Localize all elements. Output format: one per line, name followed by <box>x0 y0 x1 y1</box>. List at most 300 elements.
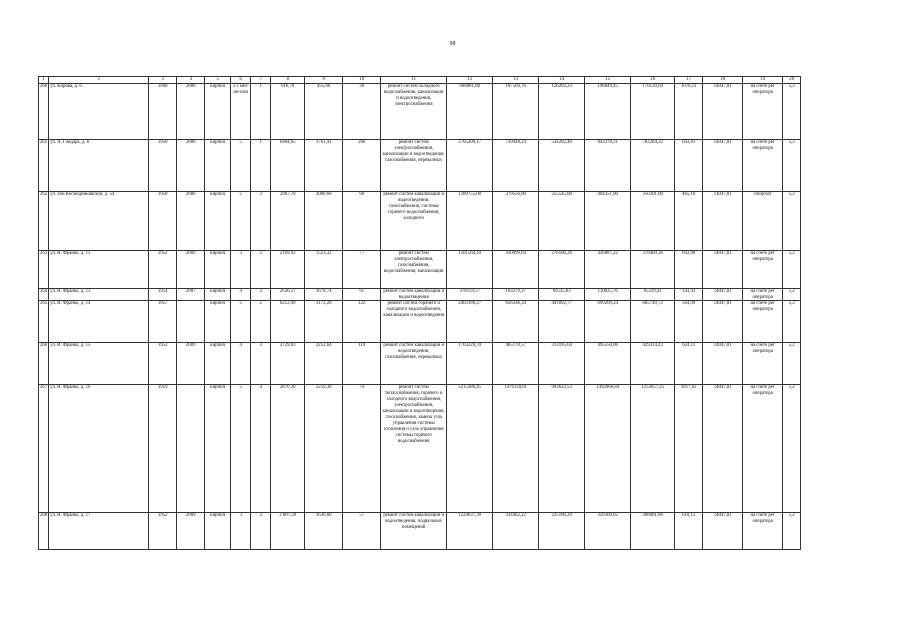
works-description-cell <box>381 289 447 301</box>
floors-cell-text: 3 <box>239 251 242 256</box>
cost-per-m2-cell <box>675 301 703 343</box>
row-number-text: 262 <box>40 192 48 197</box>
works-description-cell-text: ремонт систем канализации и водоотведения, газоснабжения, перевалных <box>383 343 445 360</box>
local-cost-cell-text: 110025,76 <box>597 289 618 294</box>
living-area-cell-text: 2259,30 <box>315 385 332 390</box>
table-row <box>39 140 801 192</box>
owners-cost-cell-text: 95319,41 <box>643 289 662 294</box>
owners-cost-cell-text: 782284,32 <box>642 140 663 145</box>
cost-limit-cell <box>703 251 743 289</box>
wall-material-cell-text: кирпич <box>210 140 226 145</box>
region-cost-cell <box>539 343 585 385</box>
fund-method-cell-text: на счете рег оператора <box>750 140 775 151</box>
year-built-cell-text: 1952 <box>157 251 168 256</box>
row-number <box>39 140 49 192</box>
year-overhaul-cell <box>177 301 205 343</box>
fund-cost-cell <box>493 343 539 385</box>
works-description-cell-text: ремонт систем горячего и холодного водоснабжения, канализации и водоотведения <box>383 301 445 318</box>
local-cost-cell-text: 404351,00 <box>597 192 618 197</box>
cost-per-m2-cell <box>675 140 703 192</box>
residents-cell <box>343 301 381 343</box>
wall-material-cell <box>205 343 231 385</box>
local-cost-cell-text: 196849,45 <box>597 84 618 89</box>
living-area-cell <box>305 513 343 550</box>
region-cost-cell-text: 126202,23 <box>551 84 572 89</box>
total-area-cell-text: 6484,65 <box>279 140 296 145</box>
total-cost-cell-text: 2403188,27 <box>458 301 482 306</box>
address-cell-text: ул. И. Франко, д. 17 <box>50 513 91 518</box>
owners-cost-cell-text: 308681,86 <box>642 513 663 518</box>
housing-registry-table <box>38 76 801 550</box>
total-area-cell-text: 2967,70 <box>279 192 296 197</box>
cost-limit-cell <box>703 301 743 343</box>
cost-per-m2-cell <box>675 343 703 385</box>
floors-cell <box>231 251 251 289</box>
wall-material-cell-text: кирпич <box>210 251 226 256</box>
entrances-cell-text: 2 <box>259 289 262 294</box>
entrances-cell <box>251 301 271 343</box>
column-20-cell-text: 5,2 <box>788 343 795 348</box>
column-20-cell-text: 5,2 <box>788 289 795 294</box>
living-area-cell-text: 1678,74 <box>315 289 332 294</box>
year-built-cell-text: 1940 <box>157 84 168 89</box>
address-cell <box>49 289 149 301</box>
region-cost-cell-text: 225180,20 <box>551 513 572 518</box>
year-overhaul-cell-text: 2007 <box>185 289 196 294</box>
local-cost-cell <box>585 192 631 251</box>
entrances-cell-text: 1 <box>259 140 262 145</box>
year-overhaul-cell-text: 2009 <box>185 84 196 89</box>
column-number-19: 19 <box>743 77 783 84</box>
column-number-4: 4 <box>177 77 205 84</box>
residents-cell <box>343 385 381 513</box>
total-cost-cell-text: 1389755,00 <box>458 192 482 197</box>
region-cost-cell-text: 255545,00 <box>551 192 572 197</box>
owners-cost-cell <box>631 251 675 289</box>
column-number-18: 18 <box>703 77 743 84</box>
works-description-cell-text: ремонт систем канализации и водоотведения, подвальных помещений <box>383 513 445 530</box>
residents-cell <box>343 84 381 140</box>
floors-cell <box>231 513 251 550</box>
column-20-cell <box>783 301 801 343</box>
living-area-cell <box>305 140 343 192</box>
region-cost-cell <box>539 140 585 192</box>
cost-per-m2-cell-text: 692,00 <box>682 251 696 256</box>
floors-cell-text: 5 <box>239 192 242 197</box>
year-overhaul-cell <box>177 192 205 251</box>
total-cost-cell <box>447 140 493 192</box>
cost-limit-cell <box>703 385 743 513</box>
fund-method-cell <box>743 513 783 550</box>
column-20-cell <box>783 140 801 192</box>
total-area-cell-text: 6253,49 <box>279 301 296 306</box>
fund-method-cell <box>743 289 783 301</box>
address-cell <box>49 513 149 550</box>
year-built-cell <box>149 343 177 385</box>
wall-material-cell <box>205 84 231 140</box>
address-cell-text: ул. А. Гайдара, д. 6 <box>50 140 90 145</box>
owners-cost-cell <box>631 192 675 251</box>
fund-method-cell-text: на счете рег оператора <box>750 84 775 95</box>
wall-material-cell-text: кирпич <box>210 343 226 348</box>
cost-per-m2-cell <box>675 289 703 301</box>
owners-cost-cell-text: 605749,72 <box>642 301 663 306</box>
year-built-cell-text: 1952 <box>157 513 168 518</box>
column-number-3: 3 <box>149 77 177 84</box>
floors-cell <box>231 192 251 251</box>
table-row <box>39 343 801 385</box>
living-area-cell-text: 1636,60 <box>315 513 332 518</box>
year-built-cell <box>149 289 177 301</box>
year-built-cell-text: 1952 <box>157 343 168 348</box>
local-cost-cell <box>585 513 631 550</box>
entrances-cell <box>251 385 271 513</box>
floors-cell <box>231 301 251 343</box>
living-area-cell-text: 3172,20 <box>315 301 332 306</box>
column-number-15: 15 <box>585 77 631 84</box>
column-number-20: 20 <box>783 77 801 84</box>
fund-cost-cell-text: 656336,34 <box>505 301 526 306</box>
residents-cell-text: 77 <box>359 251 365 256</box>
total-area-cell-text: 616,70 <box>281 84 295 89</box>
row-number-text: 263 <box>40 251 48 256</box>
living-area-cell <box>305 301 343 343</box>
residents-cell <box>343 289 381 301</box>
cost-limit-cell-text: 14047,81 <box>713 343 732 348</box>
local-cost-cell <box>585 289 631 301</box>
cost-per-m2-cell <box>675 385 703 513</box>
living-area-cell <box>305 343 343 385</box>
wall-material-cell-text: кирпич <box>210 513 226 518</box>
fund-cost-cell <box>493 513 539 550</box>
total-cost-cell-text: 1224637,30 <box>458 513 482 518</box>
local-cost-cell <box>585 84 631 140</box>
total-cost-cell <box>447 192 493 251</box>
wall-material-cell <box>205 140 231 192</box>
address-cell <box>49 84 149 140</box>
column-number-5: 5 <box>205 77 231 84</box>
year-built-cell-text: 1957 <box>157 301 168 306</box>
total-cost-cell-text: 1501564,10 <box>458 251 482 256</box>
cost-limit-cell-text: 14047,81 <box>713 289 732 294</box>
residents-cell <box>343 140 381 192</box>
fund-method-cell <box>743 301 783 343</box>
works-description-cell-text: ремонт систем канализации и водоотведения, газоснабжения, системы горячего водоснабжения, холодного <box>383 192 445 221</box>
works-description-cell <box>381 140 447 192</box>
column-20-cell-text: 5,2 <box>788 84 795 89</box>
wall-material-cell-text: кирпич <box>210 301 226 306</box>
cost-per-m2-cell-text: 624,11 <box>682 343 696 348</box>
region-cost-cell <box>539 301 585 343</box>
region-cost-cell <box>539 192 585 251</box>
row-number <box>39 84 49 140</box>
column-number-17: 17 <box>675 77 703 84</box>
column-20-cell-text: 5,2 <box>788 513 795 518</box>
address-cell-text: ул. Кирова, д. 6 <box>50 84 82 89</box>
table-row <box>39 251 801 289</box>
cost-limit-cell <box>703 140 743 192</box>
entrances-cell <box>251 140 271 192</box>
column-20-cell <box>783 385 801 513</box>
entrances-cell <box>251 343 271 385</box>
table-row <box>39 513 801 550</box>
total-area-cell <box>271 140 305 192</box>
owners-cost-cell <box>631 140 675 192</box>
residents-cell <box>343 251 381 289</box>
works-description-cell <box>381 385 447 513</box>
works-description-cell <box>381 343 447 385</box>
row-number <box>39 385 49 513</box>
cost-per-m2-cell-text: 465,16 <box>682 192 696 197</box>
fund-cost-cell-text: 379556,00 <box>505 192 526 197</box>
local-cost-cell-text: 699209,24 <box>597 301 618 306</box>
owners-cost-cell-text: 350301,00 <box>642 192 663 197</box>
wall-material-cell-text: кирпич <box>210 84 226 89</box>
floors-cell-text: 4 <box>239 289 242 294</box>
floors-cell-text: 5 <box>239 385 242 390</box>
total-area-cell-text: 2169,92 <box>279 251 296 256</box>
column-20-cell <box>783 343 801 385</box>
local-cost-cell <box>585 343 631 385</box>
total-area-cell <box>271 301 305 343</box>
fund-cost-cell <box>493 192 539 251</box>
cost-limit-cell-text: 14047,81 <box>713 192 732 197</box>
address-cell-text: ул. И. Франко, д. 13 <box>50 289 91 294</box>
total-area-cell <box>271 192 305 251</box>
works-description-cell <box>381 513 447 550</box>
column-number-6: 6 <box>231 77 251 84</box>
year-built-cell-text: 1954 <box>157 289 168 294</box>
region-cost-cell-text: 69535,03 <box>552 289 571 294</box>
fund-method-cell <box>743 251 783 289</box>
region-cost-cell <box>539 84 585 140</box>
table-row <box>39 301 801 343</box>
column-number-12: 12 <box>447 77 493 84</box>
year-overhaul-cell <box>177 385 205 513</box>
year-overhaul-cell-text: 2009 <box>185 343 196 348</box>
fund-method-cell <box>743 84 783 140</box>
total-area-cell <box>271 513 305 550</box>
address-cell-text: ул. И. Франко, д. 16 <box>50 385 91 390</box>
row-number <box>39 251 49 289</box>
living-area-cell-text: 2252,64 <box>315 343 332 348</box>
row-number-text: 265 <box>40 301 48 306</box>
cost-limit-cell-text: 14047,81 <box>713 301 732 306</box>
works-description-cell-text: ремонт систем канализации и водоотведения <box>383 289 445 300</box>
owners-cost-cell-text: 178139,64 <box>642 84 663 89</box>
works-description-cell-text: ремонт систем холодного водоснабжения, канализации и водоотведения, электроснабжения <box>383 84 444 107</box>
column-20-cell <box>783 84 801 140</box>
year-built-cell <box>149 140 177 192</box>
table-row <box>39 84 801 140</box>
floors-cell <box>231 289 251 301</box>
entrances-cell-text: 4 <box>259 385 262 390</box>
fund-cost-cell-text: 1476139,81 <box>504 385 528 390</box>
region-cost-cell-text: 313185,64 <box>551 343 572 348</box>
column-20-cell-text: 5,2 <box>788 251 795 256</box>
fund-method-cell <box>743 343 783 385</box>
year-overhaul-cell-text: 2009 <box>185 513 196 518</box>
region-cost-cell-text: 276106,26 <box>551 251 572 256</box>
floors-cell <box>231 84 251 140</box>
local-cost-cell <box>585 385 631 513</box>
works-description-cell <box>381 192 447 251</box>
floors-cell-text: 5 <box>239 301 242 306</box>
column-number-7: 7 <box>251 77 271 84</box>
local-cost-cell <box>585 301 631 343</box>
cost-per-m2-cell <box>675 251 703 289</box>
total-cost-cell <box>447 289 493 301</box>
address-cell-text: ул. И. Франко, д. 11 <box>50 251 91 256</box>
fund-cost-cell-text: 410099,04 <box>505 251 526 256</box>
entrances-cell <box>251 84 271 140</box>
region-cost-cell <box>539 251 585 289</box>
region-cost-cell-text: 993623,53 <box>551 385 572 390</box>
floors-cell-text: 3 <box>239 513 242 518</box>
residents-cell <box>343 343 381 385</box>
column-20-cell <box>783 251 801 289</box>
column-20-cell <box>783 513 801 550</box>
works-description-cell-text: ремонт систем электроснабжения, канализации и водоотведения, газоснабжения, перевалных <box>382 140 445 163</box>
year-built-cell <box>149 385 177 513</box>
local-cost-cell <box>585 140 631 192</box>
fund-method-cell-text: на счете рег оператора <box>750 289 775 300</box>
fund-method-cell-text: на счете рег оператора <box>750 343 775 354</box>
fund-cost-cell-text: 739448,24 <box>505 140 526 145</box>
owners-cost-cell <box>631 385 675 513</box>
total-cost-cell <box>447 343 493 385</box>
row-number-text: 260 <box>40 84 48 89</box>
address-cell-text: ул. Зои Космодемьянской, д. 54 <box>50 192 115 197</box>
year-overhaul-cell <box>177 513 205 550</box>
total-area-cell <box>271 84 305 140</box>
fund-cost-cell <box>493 251 539 289</box>
entrances-cell-text: 1 <box>259 84 262 89</box>
residents-cell-text: 206 <box>358 140 366 145</box>
fund-method-cell <box>743 140 783 192</box>
row-number-text: 268 <box>40 513 48 518</box>
local-cost-cell <box>585 251 631 289</box>
fund-cost-cell <box>493 140 539 192</box>
address-cell <box>49 343 149 385</box>
total-cost-cell <box>447 513 493 550</box>
year-built-cell <box>149 192 177 251</box>
living-area-cell <box>305 289 343 301</box>
total-cost-cell-text: 378159,57 <box>459 289 480 294</box>
cost-limit-cell <box>703 343 743 385</box>
year-overhaul-cell <box>177 289 205 301</box>
address-cell <box>49 192 149 251</box>
cost-limit-cell <box>703 289 743 301</box>
fund-method-cell <box>743 385 783 513</box>
cost-limit-cell-text: 14047,81 <box>713 140 732 145</box>
total-area-cell <box>271 343 305 385</box>
residents-cell-text: 110 <box>358 343 366 348</box>
living-area-cell <box>305 385 343 513</box>
wall-material-cell-text: кирпич <box>210 385 226 390</box>
fund-method-cell-text: на счете рег оператора <box>750 301 775 312</box>
column-20-cell-text: 5,2 <box>788 140 795 145</box>
fund-cost-cell-text: 103279,37 <box>505 289 526 294</box>
total-area-cell-text: 2870,30 <box>279 385 296 390</box>
fund-cost-cell <box>493 84 539 140</box>
column-20-cell-text: 5,2 <box>788 301 795 306</box>
column-number-14: 14 <box>539 77 585 84</box>
residents-cell-text: 122 <box>358 301 366 306</box>
residents-cell <box>343 513 381 550</box>
address-cell-text: ул. И. Франко, д. 15 <box>50 343 91 348</box>
entrances-cell <box>251 251 271 289</box>
fund-cost-cell <box>493 301 539 343</box>
total-cost-cell <box>447 301 493 343</box>
column-number-11: 11 <box>381 77 447 84</box>
cost-limit-cell <box>703 84 743 140</box>
total-area-cell-text: 2729,03 <box>279 343 296 348</box>
cost-per-m2-cell <box>675 192 703 251</box>
column-number-1: 1 <box>39 77 49 84</box>
owners-cost-cell-text: 378469,36 <box>642 251 663 256</box>
region-cost-cell <box>539 513 585 550</box>
year-built-cell-text: 1959 <box>157 385 168 390</box>
row-number <box>39 301 49 343</box>
column-20-cell-text: 5,2 <box>788 192 795 197</box>
entrances-cell <box>251 192 271 251</box>
address-cell-text: ул. И. Франко, д. 14 <box>50 301 91 306</box>
cost-per-m2-cell-text: 1817,02 <box>680 385 697 390</box>
year-built-cell <box>149 513 177 550</box>
owners-cost-cell-text: 429314,43 <box>642 343 663 348</box>
wall-material-cell-text: кирпич <box>210 289 226 294</box>
cost-limit-cell-text: 14047,81 <box>713 385 732 390</box>
local-cost-cell-text: 356309,02 <box>597 513 618 518</box>
wall-material-cell <box>205 289 231 301</box>
wall-material-cell <box>205 513 231 550</box>
cost-limit-cell <box>703 513 743 550</box>
year-built-cell-text: 1958 <box>157 140 168 145</box>
column-20-cell <box>783 192 801 251</box>
year-built-cell <box>149 84 177 140</box>
entrances-cell-text: 3 <box>259 192 262 197</box>
cost-per-m2-cell <box>675 513 703 550</box>
row-number <box>39 343 49 385</box>
floors-cell-text: 5 <box>239 140 242 145</box>
cost-per-m2-cell-text: 643,81 <box>682 140 696 145</box>
cost-limit-cell <box>703 192 743 251</box>
local-cost-cell-text: 495550,06 <box>597 343 618 348</box>
living-area-cell-text: 2000,60 <box>315 192 332 197</box>
floors-cell-text: 2 с мез-ни-ном <box>232 84 249 95</box>
fund-method-cell <box>743 192 783 251</box>
fund-method-cell-text: на счете рег оператора <box>750 385 775 396</box>
region-cost-cell <box>539 289 585 301</box>
table-row <box>39 192 801 251</box>
local-cost-cell-text: 436887,22 <box>597 251 618 256</box>
living-area-cell-text: 455,60 <box>317 84 331 89</box>
wall-material-cell-text: кирпич <box>210 192 226 197</box>
address-cell <box>49 251 149 289</box>
region-cost-cell-text: 534202,40 <box>551 140 572 145</box>
works-description-cell <box>381 251 447 289</box>
living-area-cell <box>305 192 343 251</box>
total-area-cell <box>271 385 305 513</box>
residents-cell <box>343 192 381 251</box>
cost-per-m2-cell-text: 143,43 <box>682 289 696 294</box>
year-built-cell-text: 1958 <box>157 192 168 197</box>
works-description-cell-text: ремонт систем теплоснабжения, горячего и холодного водоснабжения, электроснабжения, канализации и водоотведения, газоснабжения, замена узла управления системы отопления и узла управления системы горячего водоснабжения <box>382 385 445 444</box>
living-area-cell <box>305 251 343 289</box>
total-area-cell <box>271 289 305 301</box>
wall-material-cell <box>205 192 231 251</box>
